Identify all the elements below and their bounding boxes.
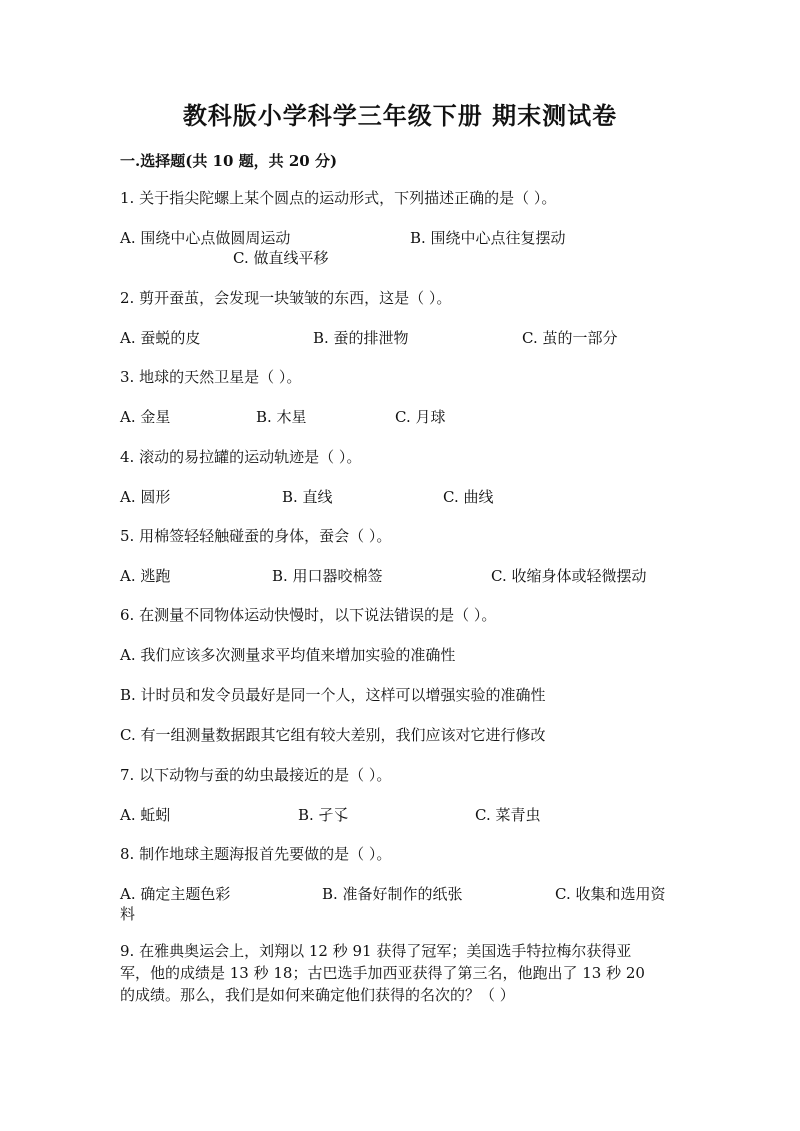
question-8-option-c: C. 收集和选用资: [555, 885, 666, 903]
question-4-stem: 4. 滚动的易拉罐的运动轨迹是（ ）。: [120, 448, 362, 466]
question-2-stem: 2. 剪开蚕茧，会发现一块皱皱的东西，这是（ ）。: [120, 289, 452, 307]
question-8-stem: 8. 制作地球主题海报首先要做的是（ ）。: [120, 845, 392, 863]
question-2-option-a: A. 蚕蜕的皮: [120, 329, 201, 347]
question-7-option-b: B. 孑孓: [298, 806, 349, 824]
question-4-option-a: A. 圆形: [120, 488, 171, 506]
question-9-stem-line-3: 的成绩。那么，我们是如何来确定他们获得的名次的？（ ）: [120, 986, 515, 1004]
question-5-option-a: A. 逃跑: [120, 567, 171, 585]
question-4-option-c: C. 曲线: [443, 488, 494, 506]
question-7-option-a: A. 蚯蚓: [120, 806, 171, 824]
question-5-stem: 5. 用棉签轻轻触碰蚕的身体，蚕会（ ）。: [120, 527, 392, 545]
question-8-option-b: B. 准备好制作的纸张: [322, 885, 463, 903]
question-1-option-b: B. 围绕中心点往复摆动: [410, 229, 566, 247]
question-1-option-c: C. 做直线平移: [233, 249, 329, 267]
page-title: 教科版小学科学三年级下册 期末测试卷: [182, 101, 618, 130]
question-2-option-c: C. 茧的一部分: [522, 329, 618, 347]
question-6-option-c: C. 有一组测量数据跟其它组有较大差别，我们应该对它进行修改: [120, 726, 546, 744]
question-7-option-c: C. 菜青虫: [475, 806, 541, 824]
question-8-option-c-wrap: 料: [120, 905, 136, 923]
question-6-option-a: A. 我们应该多次测量求平均值来增加实验的准确性: [120, 646, 456, 664]
question-3-stem: 3. 地球的天然卫星是（ ）。: [120, 368, 302, 386]
question-6-stem: 6. 在测量不同物体运动快慢时，以下说法错误的是（ ）。: [120, 606, 497, 624]
question-6-option-b: B. 计时员和发令员最好是同一个人，这样可以增强实验的准确性: [120, 686, 546, 704]
section-heading: 一.选择题(共 10 题，共 20 分): [120, 152, 338, 170]
question-5-option-b: B. 用口器咬棉签: [272, 567, 383, 585]
question-1-option-a: A. 围绕中心点做圆周运动: [120, 229, 291, 247]
question-1-stem: 1. 关于指尖陀螺上某个圆点的运动形式，下列描述正确的是（ ）。: [120, 189, 557, 207]
question-3-option-c: C. 月球: [395, 408, 446, 426]
question-9-stem-line-1: 9. 在雅典奥运会上，刘翔以 12 秒 91 获得了冠军；美国选手特拉梅尔获得亚: [120, 942, 632, 960]
question-9-stem-line-2: 军，他的成绩是 13 秒 18；古巴选手加西亚获得了第三名，他跑出了 13 秒 20: [120, 964, 645, 982]
question-2-option-b: B. 蚕的排泄物: [313, 329, 409, 347]
question-7-stem: 7. 以下动物与蚕的幼虫最接近的是（ ）。: [120, 766, 392, 784]
question-8-option-a: A. 确定主题色彩: [120, 885, 231, 903]
question-3-option-a: A. 金星: [120, 408, 171, 426]
question-5-option-c: C. 收缩身体或轻微摆动: [491, 567, 647, 585]
question-3-option-b: B. 木星: [256, 408, 307, 426]
question-4-option-b: B. 直线: [282, 488, 333, 506]
